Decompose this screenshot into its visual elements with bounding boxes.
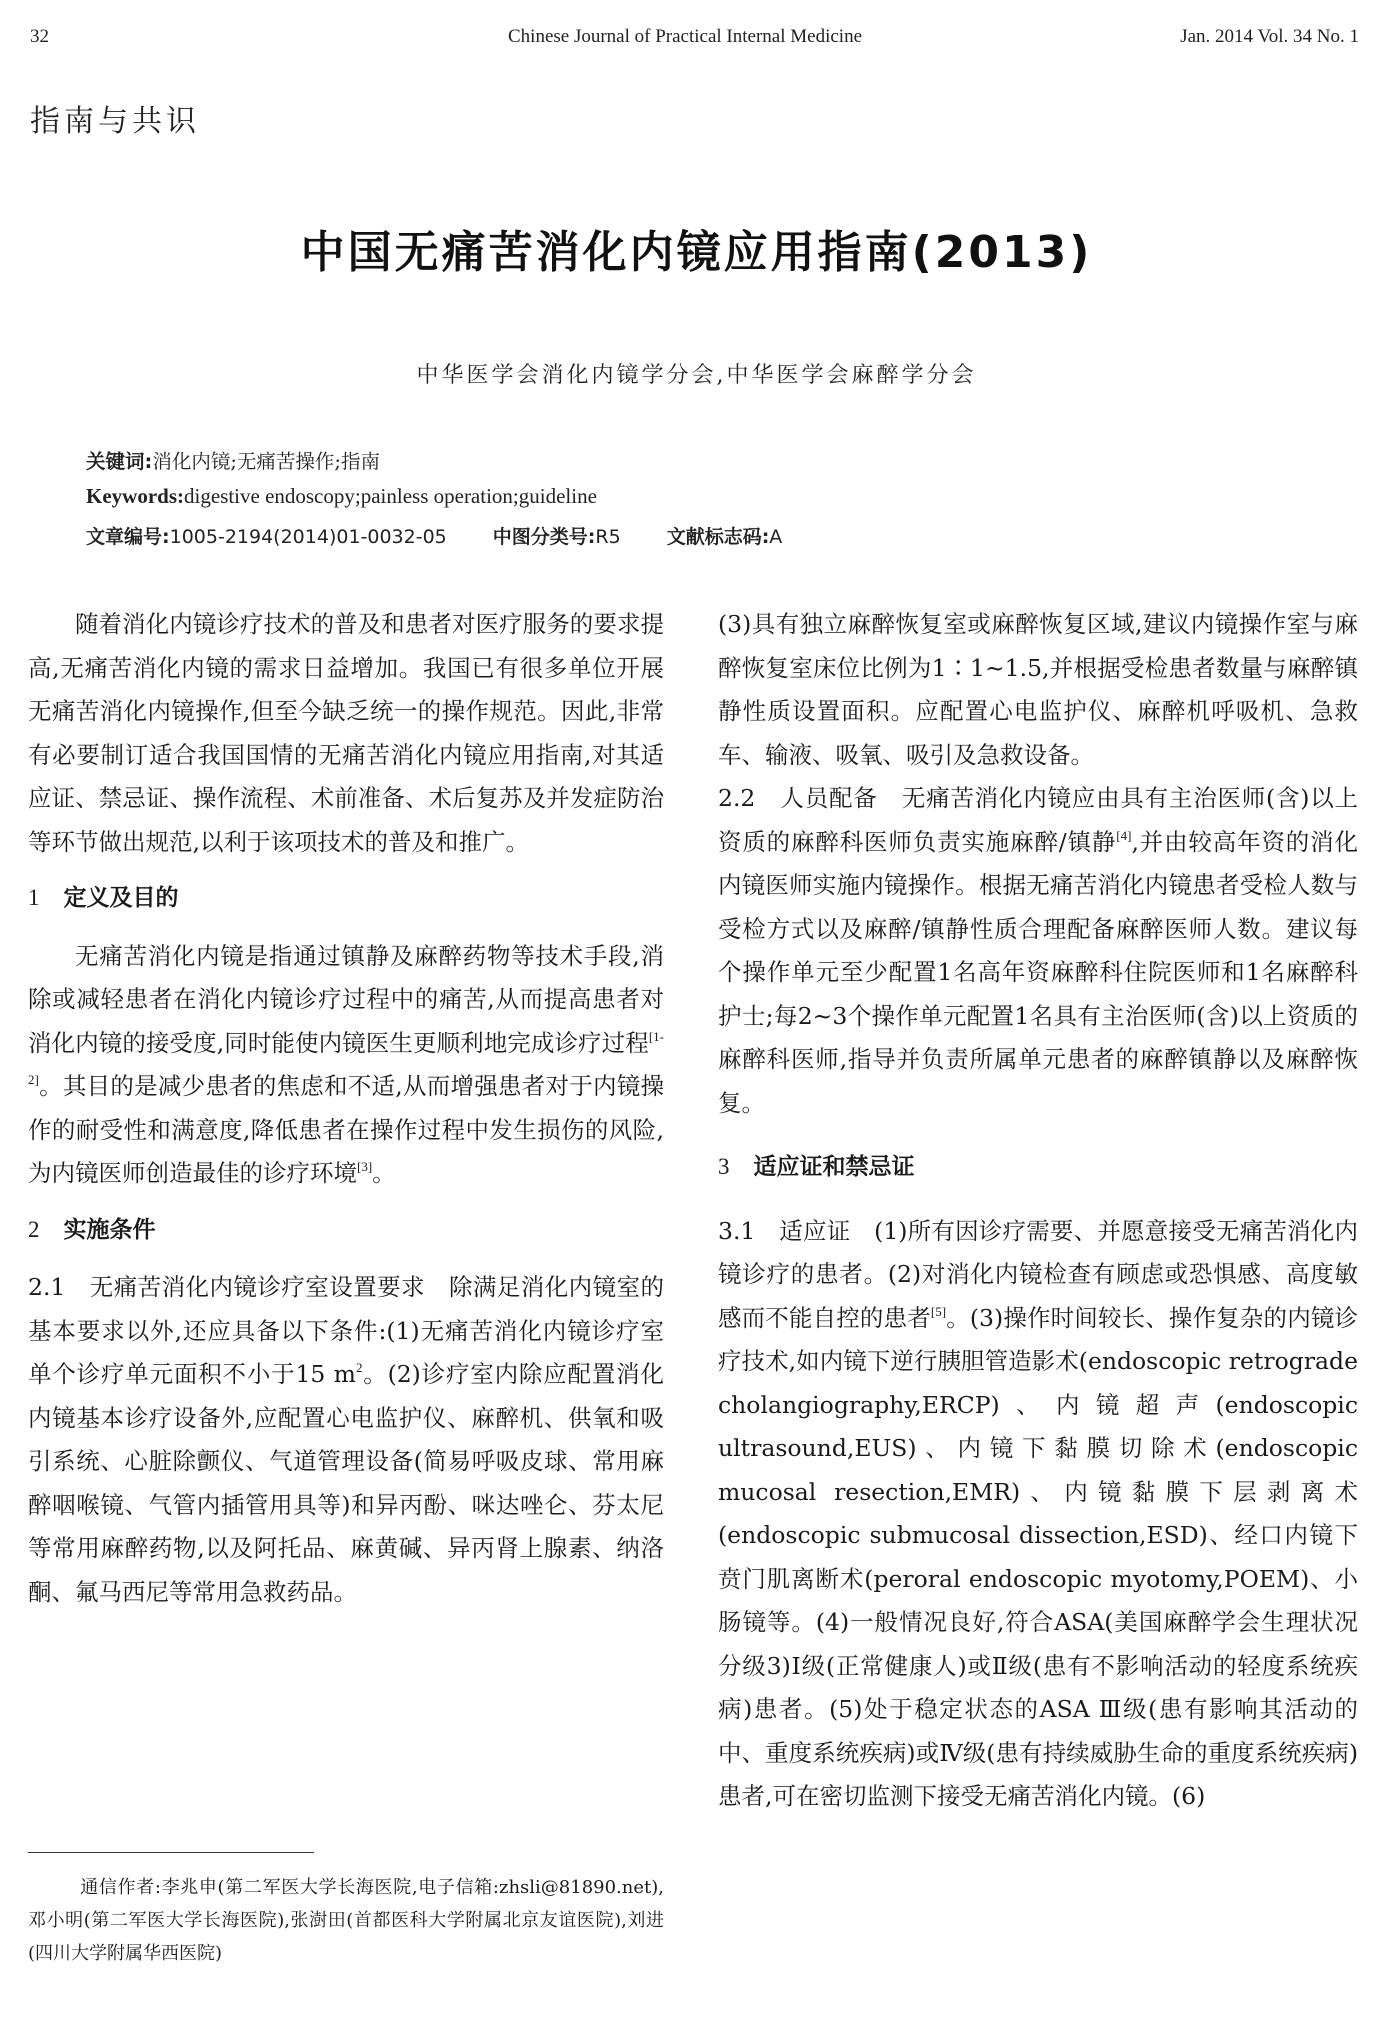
subsection-2-1-continued: (3)具有独立麻醉恢复室或麻醉恢复区域,建议内镜操作室与麻醉恢复室床位比例为1∶1~1.5,并根据受检患者数量与麻醉镇静性质设置面积。应配置心电监护仪、麻醉机呼吸机、急救车、输液、吸氧、吸引及急救设备。 xyxy=(718,610,1358,769)
subsection-2-1-heading: 2.1 无痛苦消化内镜诊疗室设置要求 xyxy=(28,1273,449,1301)
section-3-number: 3 xyxy=(718,1154,730,1179)
body-column-right xyxy=(718,603,1358,1819)
issue-info: Jan. 2014 Vol. 34 No. 1 xyxy=(1180,26,1359,47)
section-label: 指南与共识 xyxy=(30,104,200,139)
subsection-3-1-text-a: (1)所有因诊疗需要、并愿意接受无痛苦消化内镜诊疗的患者。(2)对消化内镜检查有顾虑或恐惧感、高度敏感而不能自控的患者 xyxy=(718,1216,1358,1332)
page-number: 32 xyxy=(30,26,49,47)
subsection-2-1-text-b: 。(2)诊疗室内除应配置消化内镜基本诊疗设备外,应配置心电监护仪、麻醉机、供氧和吸引系统、心脏除颤仪、气道管理设备(简易呼吸皮球、常用麻醉咽喉镜、气管内插管用具等)和异丙酚、咪达唑仑、芬太尼等常用麻醉药物,以及阿托品、麻黄碱、异丙肾上腺素、纳洛酮、氟马西尼等常用急救药品。 xyxy=(28,1360,664,1606)
clc-value: R5 xyxy=(595,526,621,548)
article-info xyxy=(86,522,782,549)
clc-label: 中图分类号: xyxy=(492,526,596,548)
doc-code-label: 文献标志码: xyxy=(666,526,770,548)
subsection-2-2-heading: 2.2 人员配备 xyxy=(718,784,902,812)
citation: [5] xyxy=(930,1303,947,1319)
doc-code-value: A xyxy=(769,526,783,548)
keywords-en-label: Keywords: xyxy=(86,484,184,508)
subsection-2-2-text-b: ,并由较高年资的消化内镜医师实施内镜操作。根据无痛苦消化内镜患者受检人数与受检方式以及麻醉/镇静性质合理配备麻醉医师人数。建议每个操作单元至少配置1名高年资麻醉科住院医师和1名麻醉科护士;每2~3个操作单元配置1名具有主治医师(含)以上资质的麻醉科医师,指导并负责所属单元患者的麻醉镇静以及麻醉恢复。 xyxy=(718,827,1358,1117)
article-no-label: 文章编号: xyxy=(86,526,170,548)
section-1-text-c: 。 xyxy=(372,1159,396,1187)
section-1-text-b: 。其目的是减少患者的焦虑和不适,从而增强患者对于内镜操作的耐受性和满意度,降低患者在操作过程中发生损伤的风险,为内镜医师创造最佳的诊疗环境 xyxy=(28,1072,664,1187)
article-title: 中国无痛苦消化内镜应用指南(2013) xyxy=(300,227,1093,278)
body-column-left xyxy=(28,603,664,1614)
subsection-2-2-text-a: 无痛苦消化内镜应由具有主治医师(含)以上资质的麻醉科医师负责实施麻醉/镇静 xyxy=(718,784,1359,856)
subsection-2-2-paragraph xyxy=(718,777,1358,1125)
keywords-en-value: digestive endoscopy;painless operation;guideline xyxy=(184,484,597,508)
citation: [3] xyxy=(357,1159,373,1174)
section-1-heading xyxy=(28,876,664,921)
keywords-cn-label: 关键词: xyxy=(86,450,153,473)
keywords-cn xyxy=(86,446,380,474)
article-no-value: 1005-2194(2014)01-0032-05 xyxy=(169,526,447,548)
keywords-cn-value: 消化内镜;无痛苦操作;指南 xyxy=(152,450,380,473)
citation: [4] xyxy=(1116,827,1132,843)
intro-paragraph: 随着消化内镜诊疗技术的普及和患者对医疗服务的要求提高,无痛苦消化内镜的需求日益增加。我国已有很多单位开展无痛苦消化内镜操作,但至今缺乏统一的操作规范。因此,非常有必要制订适合我国国情的无痛苦消化内镜应用指南,对其适应证、禁忌证、操作流程、术前准备、术后复苏及并发症防治等环节做出规范,以利于该项技术的普及和推广。 xyxy=(28,610,664,856)
superscript-exponent: 2 xyxy=(355,1360,363,1375)
footnote-divider xyxy=(28,1852,314,1853)
article-authors: 中华医学会消化内镜学分会,中华医学会麻醉学分会 xyxy=(416,363,977,388)
subsection-2-1-paragraph xyxy=(28,1266,664,1614)
section-3-title: 适应证和禁忌证 xyxy=(753,1154,915,1180)
subsection-3-1-heading: 3.1 适应证 xyxy=(718,1216,875,1245)
section-2-title: 实施条件 xyxy=(63,1216,156,1243)
section-3-heading xyxy=(718,1145,1358,1190)
section-2-number: 2 xyxy=(28,1216,40,1242)
corresponding-author-footnote: 通信作者:李兆申(第二军医大学长海医院,电子信箱:zhsli@81890.net),邓小明(第二军医大学长海医院),张澍田(首都医科大学附属北京友谊医院),刘进(四川大学附属华西医院) xyxy=(28,1877,664,1964)
section-2-heading xyxy=(28,1208,664,1253)
subsection-3-1-text-b: 。(3)操作时间较长、操作复杂的内镜诊疗技术,如内镜下逆行胰胆管造影术(endoscopic retrograde cholangiography,ERCP)、内镜超声(endoscopic ultrasound,EUS)、内镜下黏膜切除术(endoscopic mucosal resection,EMR)、内镜黏膜下层剥离术(endoscopic submucosal dissection,ESD)、经口内镜下贲门肌离断术(peroral endoscopic myotomy,POEM)、小肠镜等。(4)一般情况良好,符合ASA(美国麻醉学会生理状况分级3)Ⅰ级(正常健康人)或Ⅱ级(患有不影响活动的轻度系统疾病)患者。(5)处于稳定状态的ASA Ⅲ级(患有影响其活动的中、重度系统疾病)或Ⅳ级(患有持续威胁生命的重度系统疾病)患者,可在密切监测下接受无痛苦消化内镜。(6) xyxy=(718,1303,1359,1810)
journal-name: Chinese Journal of Practical Internal Medicine xyxy=(508,26,863,47)
section-1-text-a: 无痛苦消化内镜是指通过镇静及麻醉药物等技术手段,消除或减轻患者在消化内镜诊疗过程中的痛苦,从而提高患者对消化内镜的接受度,同时能使内镜医生更顺利地完成诊疗过程 xyxy=(28,941,664,1057)
keywords-en xyxy=(86,484,597,509)
section-1-number: 1 xyxy=(28,885,40,910)
citation: [1-2] xyxy=(28,1028,664,1087)
section-1-title: 定义及目的 xyxy=(63,885,179,911)
subsection-2-1-text-a: 除满足消化内镜室的基本要求以外,还应具备以下条件:(1)无痛苦消化内镜诊疗室单个诊疗单元面积不小于15 m xyxy=(28,1273,664,1388)
subsection-3-1-paragraph xyxy=(718,1210,1358,1819)
section-1-paragraph xyxy=(28,935,664,1196)
